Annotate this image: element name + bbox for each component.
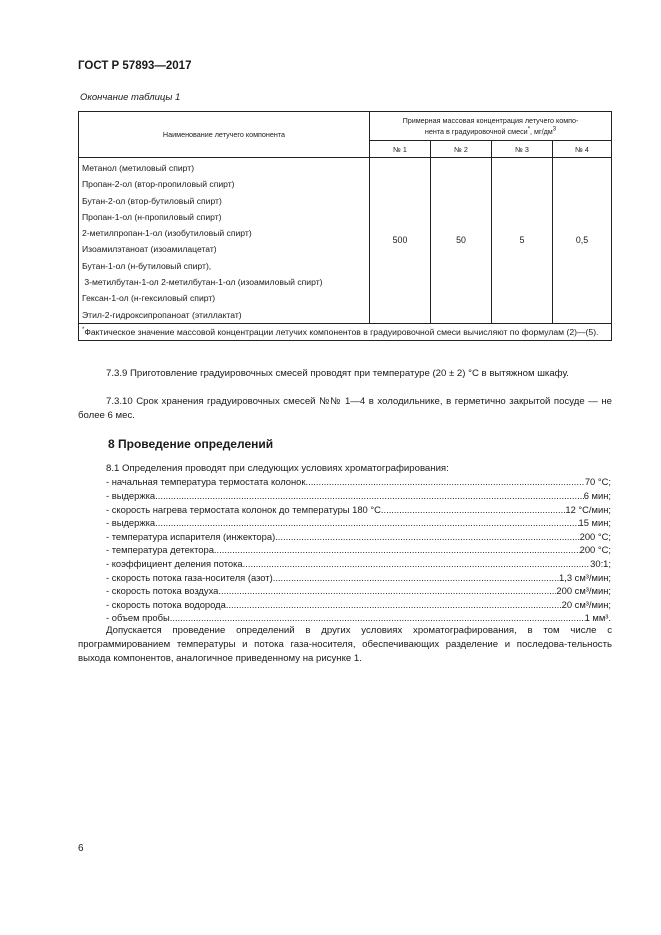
- condition-row: - скорость потока газа-носителя (азот) ..... 1,3 см³/мин;: [106, 571, 611, 585]
- component-name: Пропан-2-ол (втор-пропиловый спирт): [82, 179, 235, 190]
- header-concentration: [370, 112, 612, 141]
- condition-row: - скорость потока водорода ..... 20 см³/мин;: [106, 598, 611, 612]
- page-number: 6: [78, 843, 84, 854]
- table-caption: Окончание таблицы 1: [80, 92, 181, 103]
- condition-row: - температура детектора ..... 200 °С;: [106, 543, 611, 557]
- paragraph-allowed-conditions: Допускается проведение определений в других условиях хроматографирования, в том числе с программированием температуры и потока газа-носителя, обеспечивающих разделение и последова-тельность выхода компонентов, аналогичное приведенному на рисунке 1.: [78, 625, 612, 664]
- condition-row: - температура испарителя (инжектора) ..... 200 °С;: [106, 530, 611, 544]
- concentration-table: [78, 111, 612, 341]
- component-name: Гексан-1-ол (н-гексиловый спирт): [82, 293, 216, 304]
- component-name: 2-метилпропан-1-ол (изобутиловый спирт): [82, 228, 252, 239]
- condition-row: - начальная температура термостата колонок ..... 70 °С;: [106, 475, 611, 489]
- component-name: Метанол (метиловый спирт): [82, 163, 195, 173]
- header-mix-1: № 1: [370, 141, 431, 158]
- condition-row: - выдержка ..... 15 мин;: [106, 516, 611, 530]
- condition-row: - коэффициент деления потока ..... 30:1;: [106, 557, 611, 571]
- component-name: Этил-2-гидроксипропаноат (этиллактат): [82, 309, 242, 320]
- component-list: [79, 158, 370, 324]
- condition-row: - скорость потока воздуха ..... 200 см³/мин;: [106, 584, 611, 598]
- header-conc-line2: нента в градуировочной смеси: [424, 127, 528, 136]
- header-conc-unit: , мг/дм: [530, 127, 553, 136]
- component-name: Бутан-1-ол (н-бутиловый спирт),: [82, 260, 212, 271]
- section-title: 8 Проведение определений: [108, 437, 274, 451]
- value-mix-4: 0,5: [553, 158, 612, 324]
- header-mix-3: № 3: [492, 141, 553, 158]
- component-name: Пропан-1-ол (н-пропиловый спирт): [82, 211, 222, 222]
- document-header: ГОСТ Р 57893—2017: [78, 60, 192, 72]
- header-conc-unit-exp: 3: [552, 126, 557, 133]
- header-conc-line1: Примерная массовая концентрация летучего компо-: [402, 116, 579, 125]
- header-mix-2: № 2: [431, 141, 492, 158]
- header-conc-mark: *: [527, 126, 531, 133]
- footnote-mark: *: [82, 327, 85, 334]
- footnote-text: Фактическое значение массовой концентрации летучих компонентов в градуировочной смеси вычисляют по формулам (2)—(5).: [84, 326, 599, 337]
- component-name: Бутан-2-ол (втор-бутиловый спирт): [82, 195, 222, 206]
- value-mix-1: 500: [370, 158, 431, 324]
- condition-row: - выдержка ..... 6 мин;: [106, 489, 611, 503]
- header-mix-4: № 4: [553, 141, 612, 158]
- value-mix-2: 50: [431, 158, 492, 324]
- header-component-name: Наименование летучего компонента: [79, 112, 370, 158]
- condition-row: - объем пробы ..... 1 мм³.: [106, 611, 611, 625]
- paragraph-7-3-10: 7.3.10 Срок хранения градуировочных смесей №№ 1—4 в холодильнике, в герметично закрытой посуде — не более 6 мес.: [78, 396, 612, 421]
- component-name: Изоамилэтаноат (изоамилацетат): [82, 244, 217, 255]
- component-name: 3-метилбутан-1-ол 2-метилбутан-1-ол (изоамиловый спирт): [82, 277, 323, 288]
- table-footnote: [79, 323, 612, 340]
- paragraph-7-3-9: 7.3.9 Приготовление градуировочных смесей проводят при температуре (20 ± 2) °С в вытяжном шкафу.: [106, 368, 569, 379]
- condition-row: - скорость нагрева термостата колонок до температуры 180 °С ..... 12 °С/мин;: [106, 503, 611, 517]
- paragraph-8-1: 8.1 Определения проводят при следующих условиях хроматографирования:: [106, 463, 449, 474]
- value-mix-3: 5: [492, 158, 553, 324]
